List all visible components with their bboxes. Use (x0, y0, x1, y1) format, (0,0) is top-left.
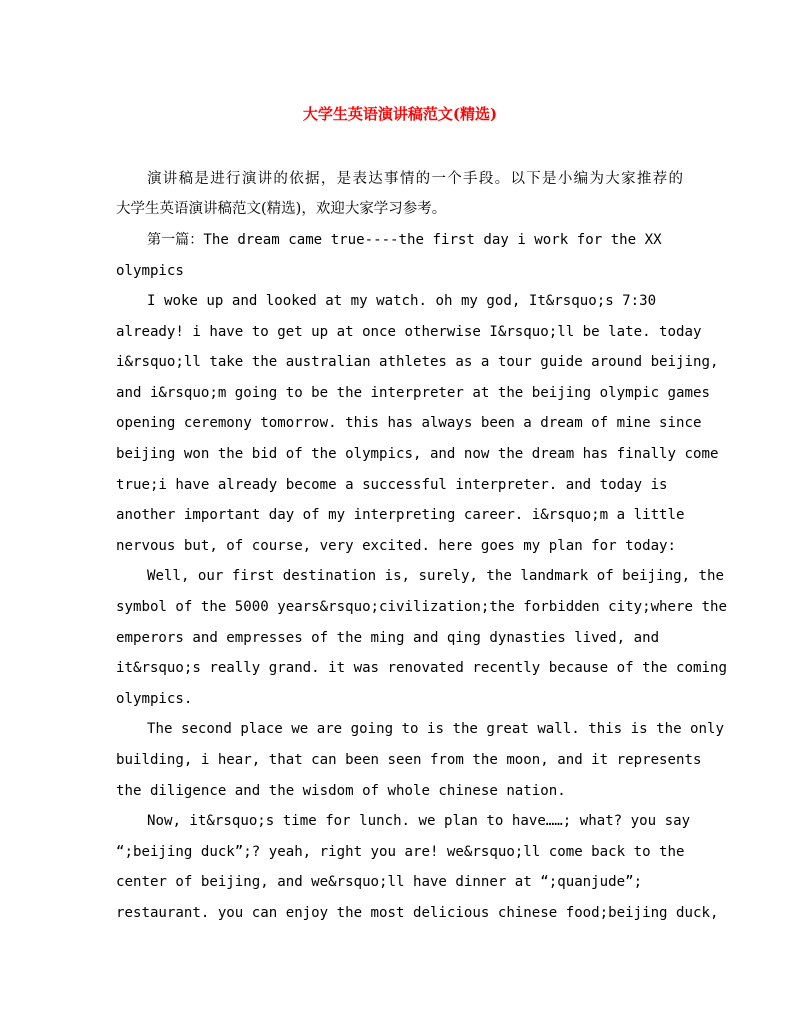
text-line-24: center of beijing, and we&rsquo;ll have dinner at “;quanjude”; (116, 874, 643, 890)
text-line-4: olympics (116, 263, 184, 279)
text-line-19: The second place we are going to is the great wall. this is the only (147, 721, 724, 737)
text-line-7: i&rsquo;ll take the australian athletes as a tour guide around beijing, (116, 354, 719, 370)
document-title: 大学生英语演讲稿范文(精选) (302, 105, 498, 123)
text-line-8: and i&rsquo;m going to be the interpreter at the beijing olympic games (116, 385, 710, 401)
text-line-25: restaurant. you can enjoy the most delicious chinese food;beijing duck, (116, 905, 719, 921)
text-line-5: I woke up and looked at my watch. oh my god, It&rsquo;s 7:30 (147, 293, 657, 309)
text-line-2: 大学生英语演讲稿范文(精选)，欢迎大家学习参考。 (116, 201, 447, 217)
text-line-20: building, i hear, that can been seen from the moon, and it represents (116, 752, 702, 768)
text-line-13: nervous but, of course, very excited. here goes my plan for today: (116, 538, 677, 554)
text-line-9: opening ceremony tomorrow. this has always been a dream of mine since (116, 415, 702, 431)
text-line-1: 演讲稿是进行演讲的依据，是表达事情的一个手段。以下是小编为大家推荐的 (147, 171, 683, 187)
text-line-17: it&rsquo;s really grand. it was renovated recently because of the coming (116, 660, 727, 676)
text-line-16: emperors and empresses of the ming and qing dynasties lived, and (116, 630, 660, 646)
text-line-21: the diligence and the wisdom of whole chinese nation. (116, 783, 566, 799)
text-line-22: Now, it&rsquo;s time for lunch. we plan to have……; what? you say (147, 813, 691, 829)
text-line-15: symbol of the 5000 years&rsquo;civilization;the forbidden city;where the (116, 599, 727, 615)
text-line-3: 第一篇：The dream came true----the first day i work for the XX (147, 232, 662, 248)
text-line-12: another important day of my interpreting career. i&rsquo;m a little (116, 507, 685, 523)
text-line-18: olympics. (116, 691, 193, 707)
text-line-11: true;i have already become a successful interpreter. and today is (116, 477, 668, 493)
text-line-23: “;beijing duck”;? yeah, right you are! we&rsquo;ll come back to the (116, 844, 685, 860)
text-line-6: already! i have to get up at once otherwise I&rsquo;ll be late. today (116, 324, 702, 340)
text-line-10: beijing won the bid of the olympics, and now the dream has finally come (116, 446, 719, 462)
text-line-14: Well, our first destination is, surely, the landmark of beijing, the (147, 568, 724, 584)
